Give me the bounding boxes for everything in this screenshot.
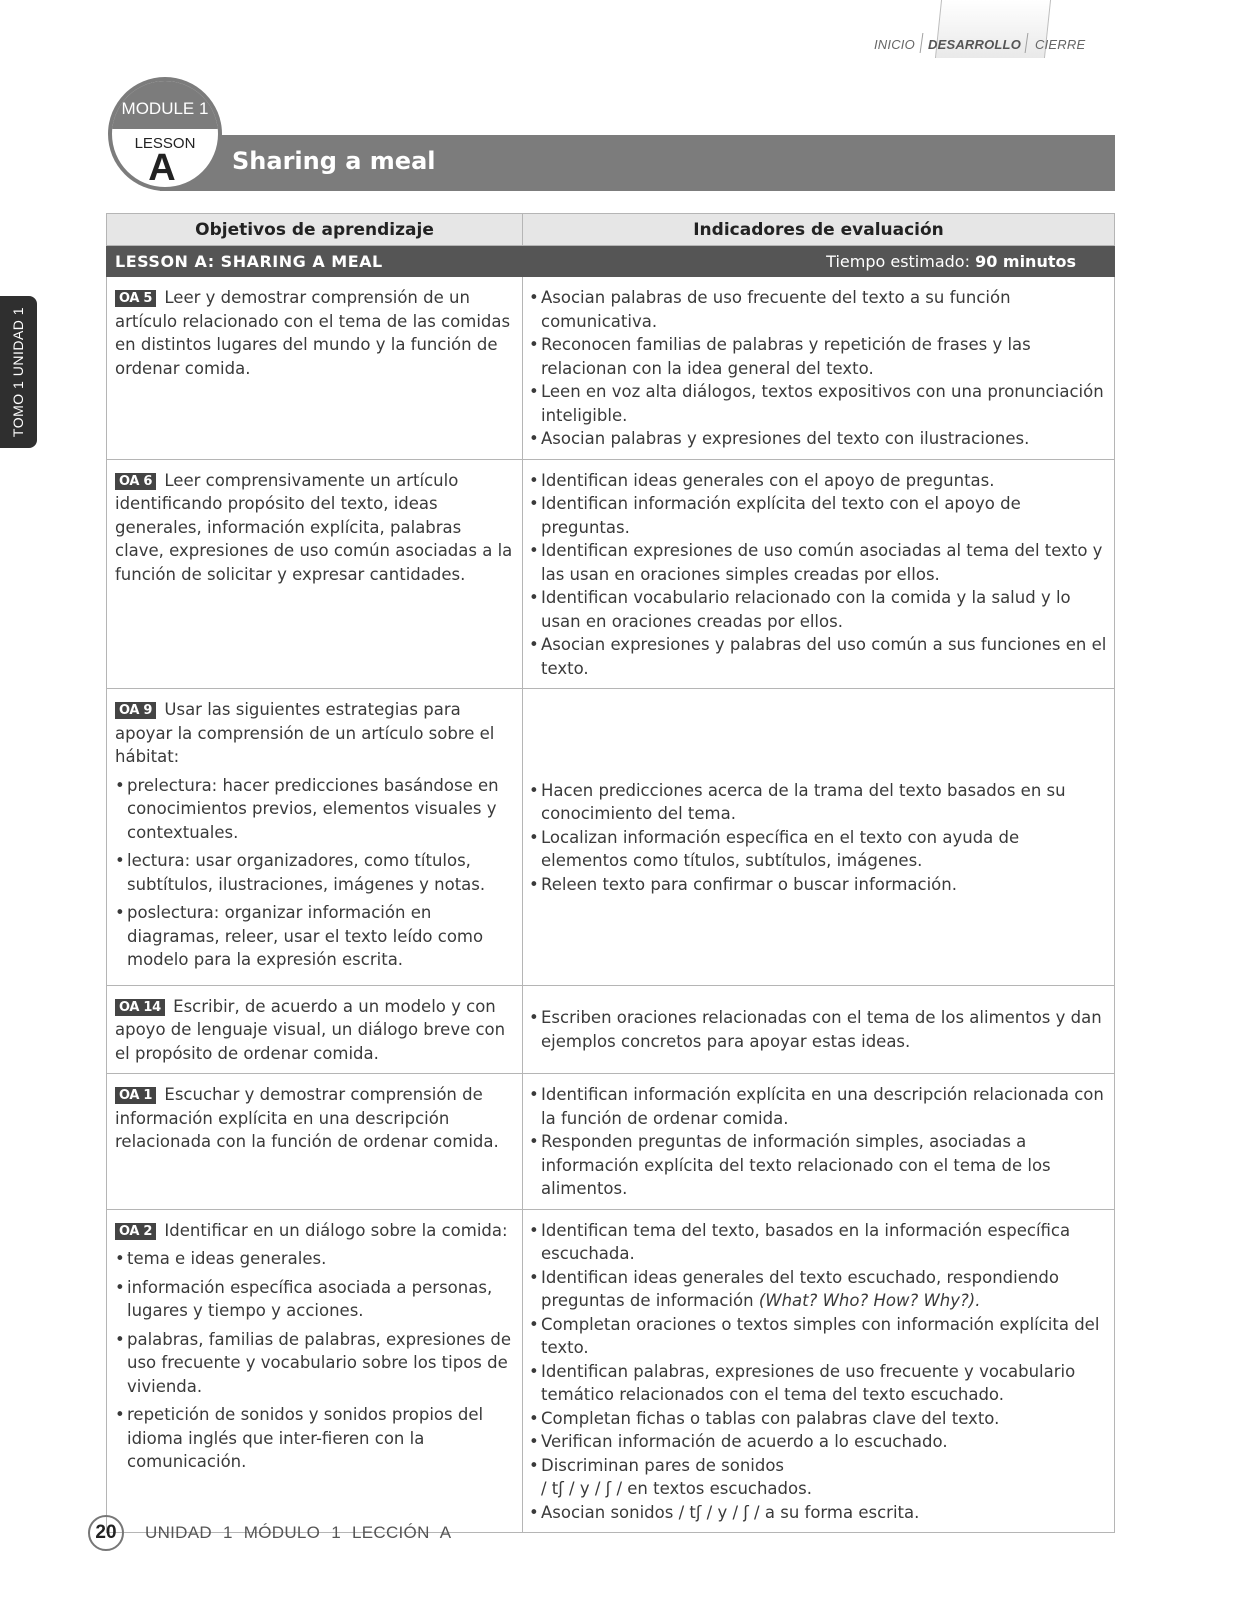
side-tab-label: TOMO 1 UNIDAD 1	[10, 306, 26, 438]
objective-cell	[107, 985, 523, 1074]
list-item: • Asocian palabras de uso frecuente del texto a su función comunicativa.	[529, 286, 1107, 333]
list-item: • tema e ideas generales.	[115, 1247, 515, 1271]
list-item: • Identifican ideas generales del texto escuchado, respondiendo preguntas de información (What? Who? How? Why?).	[529, 1266, 1107, 1313]
list-item: • Leen en voz alta diálogos, textos expositivos con una pronunciación inteligible.	[529, 380, 1107, 427]
list-item: • Hacen predicciones acerca de la trama del texto basados en su conocimiento del tema.	[529, 779, 1107, 826]
list-item: • Completan fichas o tablas con palabras clave del texto.	[529, 1407, 1107, 1431]
objective-cell	[107, 689, 523, 986]
list-item: • Identifican vocabulario relacionado con la comida y la salud y lo usan en oraciones creadas por ellos.	[529, 586, 1107, 633]
oa-badge: OA 14	[115, 999, 165, 1016]
list-item: • Asocian expresiones y palabras del uso común a sus funciones en el texto.	[529, 633, 1107, 680]
nav-separator	[920, 33, 924, 53]
table-row	[107, 1209, 1115, 1533]
module-badge	[108, 77, 222, 191]
objective-cell	[107, 459, 523, 689]
indicators-cell	[523, 689, 1115, 986]
oa-badge: OA 6	[115, 473, 156, 490]
indicators-cell	[523, 277, 1115, 460]
lesson-name: LESSON A: SHARING A MEAL	[107, 246, 523, 277]
questions-text: (What? Who? How? Why?).	[758, 1291, 981, 1310]
list-item: • poslectura: organizar información en diagramas, releer, usar el texto leído como modelo para la expresión escrita.	[115, 901, 515, 972]
table-row	[107, 1074, 1115, 1210]
oa-badge: OA 9	[115, 702, 156, 719]
column-header-objectives: Objetivos de aprendizaje	[107, 214, 523, 246]
section-nav	[874, 0, 1220, 58]
list-item: • Identifican ideas generales con el apoyo de preguntas.	[529, 469, 1107, 493]
list-item: • Escriben oraciones relacionadas con el tema de los alimentos y dan ejemplos concretos para apoyar estas ideas.	[529, 1006, 1107, 1053]
indicators-cell	[523, 985, 1115, 1074]
table-row	[107, 459, 1115, 689]
list-item: • Identifican información explícita en una descripción relacionada con la función de ordenar comida.	[529, 1083, 1107, 1130]
list-item: • Releen texto para confirmar o buscar información.	[529, 873, 1107, 897]
objective-text: Usar las siguientes estrategias para apoyar la comprensión de un artículo sobre el hábitat:	[115, 700, 495, 766]
list-item: • Completan oraciones o textos simples con información explícita del texto.	[529, 1313, 1107, 1360]
indicators-cell	[523, 1209, 1115, 1533]
oa-badge: OA 5	[115, 290, 156, 307]
list-item: • Responden preguntas de información simples, asociadas a información explícita del texto relacionado con el tema de los alimentos.	[529, 1130, 1107, 1201]
list-item: • Verifican información de acuerdo a lo escuchado.	[529, 1430, 1107, 1454]
column-header-indicators: Indicadores de evaluación	[523, 214, 1115, 246]
nav-item-inicio: INICIO	[874, 37, 915, 52]
list-item: • Identifican palabras, expresiones de uso frecuente y vocabulario temático relacionados con el tema del texto escuchado.	[529, 1360, 1107, 1407]
list-item: • Identifican información explícita del texto con el apoyo de preguntas.	[529, 492, 1107, 539]
oa-badge: OA 1	[115, 1087, 156, 1104]
table-row	[107, 689, 1115, 986]
list-item: • Reconocen familias de palabras y repetición de frases y las relacionan con la idea general del texto.	[529, 333, 1107, 380]
table-row	[107, 277, 1115, 460]
list-item: • repetición de sonidos y sonidos propios del idioma inglés que inter-fieren con la comunicación.	[115, 1403, 515, 1474]
objective-text: Escribir, de acuerdo a un modelo y con apoyo de lenguaje visual, un diálogo breve con el propósito de ordenar comida.	[115, 996, 506, 1063]
list-item: • prelectura: hacer predicciones basándose en conocimientos previos, elementos visuales y contextuales.	[115, 774, 515, 845]
list-item: • Identifican expresiones de uso común asociadas al tema del texto y las usan en oraciones simples creadas por ellos.	[529, 539, 1107, 586]
objective-text: Escuchar y demostrar comprensión de información explícita en una descripción relacionada con la función de ordenar comida.	[115, 1085, 499, 1151]
list-item: • Asocian sonidos / tʃ / y / ʃ / a su forma escrita.	[529, 1501, 1107, 1525]
table-row	[107, 985, 1115, 1074]
lesson-title: Sharing a meal	[232, 147, 436, 175]
side-tab	[0, 296, 37, 448]
estimated-time: Tiempo estimado: 90 minutos	[523, 246, 1115, 277]
list-item: • información específica asociada a personas, lugares y tiempo y acciones.	[115, 1276, 515, 1323]
list-item: • Discriminan pares de sonidos / tʃ / y / ʃ / en textos escuchados.	[529, 1454, 1107, 1501]
objective-cell	[107, 1209, 523, 1533]
lesson-row	[107, 246, 1115, 277]
footer-breadcrumb: UNIDAD 1 MÓDULO 1 LECCIÓN A	[145, 1523, 452, 1542]
list-item: • Localizan información específica en el texto con ayuda de elementos como títulos, subtítulos, imágenes.	[529, 826, 1107, 873]
lesson-label: LESSON	[134, 135, 196, 152]
objective-text: Leer comprensivamente un artículo identificando propósito del texto, ideas generales, información explícita, palabras clave, expresiones de uso común asociadas a la función de solicitar y expresar cantidades.	[115, 470, 513, 584]
nav-item-desarrollo: DESARROLLO	[928, 37, 1021, 52]
lesson-letter: A	[148, 147, 176, 189]
oa-badge: OA 2	[115, 1223, 156, 1240]
page-number: 20	[88, 1515, 124, 1551]
list-item: • Asocian palabras y expresiones del texto con ilustraciones.	[529, 427, 1107, 451]
objective-text: Identificar en un diálogo sobre la comida:	[164, 1220, 508, 1240]
objectives-table	[106, 213, 1115, 1533]
objective-text: Leer y demostrar comprensión de un artículo relacionado con el tema de las comidas en distintos lugares del mundo y la función de ordenar comida.	[115, 288, 511, 378]
objective-cell	[107, 1074, 523, 1210]
list-item: • palabras, familias de palabras, expresiones de uso frecuente y vocabulario sobre los tipos de vivienda.	[115, 1328, 515, 1399]
objective-cell	[107, 277, 523, 460]
nav-item-cierre: CIERRE	[1035, 37, 1086, 52]
sounds-text: / tʃ / y / ʃ / en textos escuchados.	[541, 1479, 812, 1498]
module-label: MODULE 1	[121, 99, 209, 118]
indicators-cell	[523, 1074, 1115, 1210]
indicators-cell	[523, 459, 1115, 689]
list-item: • lectura: usar organizadores, como títulos, subtítulos, ilustraciones, imágenes y notas.	[115, 849, 515, 896]
list-item: • Identifican tema del texto, basados en la información específica escuchada.	[529, 1219, 1107, 1266]
